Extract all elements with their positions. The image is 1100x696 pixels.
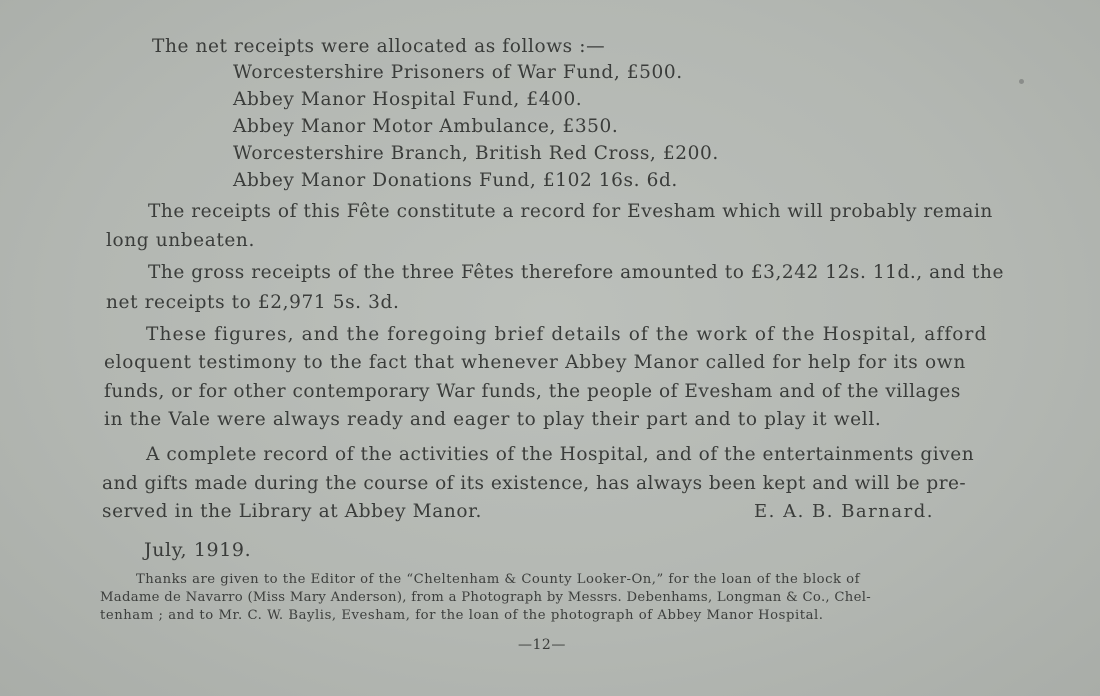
allocation-item: Abbey Manor Donations Fund, £102 16s. 6d. xyxy=(233,170,678,191)
paragraph-line: net receipts to £2,971 5s. 3d. xyxy=(106,292,400,313)
date-line: July, 1919. xyxy=(144,539,252,561)
paragraph-line: long unbeaten. xyxy=(106,230,255,251)
paragraph-line: and gifts made during the course of its existence, has always been kept and will be pre- xyxy=(102,473,967,494)
paragraph-line: A complete record of the activities of the Hospital, and of the entertainments given xyxy=(146,444,975,465)
page-number: —12— xyxy=(518,637,566,653)
footnote-line: Madame de Navarro (Miss Mary Anderson), from a Photograph by Messrs. Debenhams, Longman & Co., Chel- xyxy=(100,590,871,605)
author-signature: E. A. B. Barnard. xyxy=(754,501,934,522)
paragraph-line: served in the Library at Abbey Manor. xyxy=(102,501,482,522)
footnote-line: Thanks are given to the Editor of the “Cheltenham & County Looker-On,” for the loan of the block of xyxy=(136,572,861,587)
paragraph-line: eloquent testimony to the fact that whenever Abbey Manor called for help for its own xyxy=(104,352,966,373)
footnote-line: tenham ; and to Mr. C. W. Baylis, Evesham, for the loan of the photograph of Abbey Manor Hospital. xyxy=(100,608,824,623)
paragraph-line: The receipts of this Fête constitute a record for Evesham which will probably remain xyxy=(148,201,993,222)
allocation-item: Worcestershire Branch, British Red Cross, £200. xyxy=(233,143,719,164)
paragraph-line: The gross receipts of the three Fêtes therefore amounted to £3,242 12s. 11d., and the xyxy=(148,262,1004,283)
paragraph-line: funds, or for other contemporary War funds, the people of Evesham and of the villages xyxy=(104,381,961,402)
allocation-item: Abbey Manor Hospital Fund, £400. xyxy=(233,89,583,110)
allocation-item: Worcestershire Prisoners of War Fund, £500. xyxy=(233,62,683,83)
allocation-item: Abbey Manor Motor Ambulance, £350. xyxy=(233,116,619,137)
paragraph-line: in the Vale were always ready and eager to play their part and to play it well. xyxy=(104,409,882,430)
paragraph-line: These figures, and the foregoing brief details of the work of the Hospital, afford xyxy=(146,324,988,345)
paper-speck xyxy=(1019,79,1024,84)
allocation-intro: The net receipts were allocated as follows :— xyxy=(152,36,606,57)
